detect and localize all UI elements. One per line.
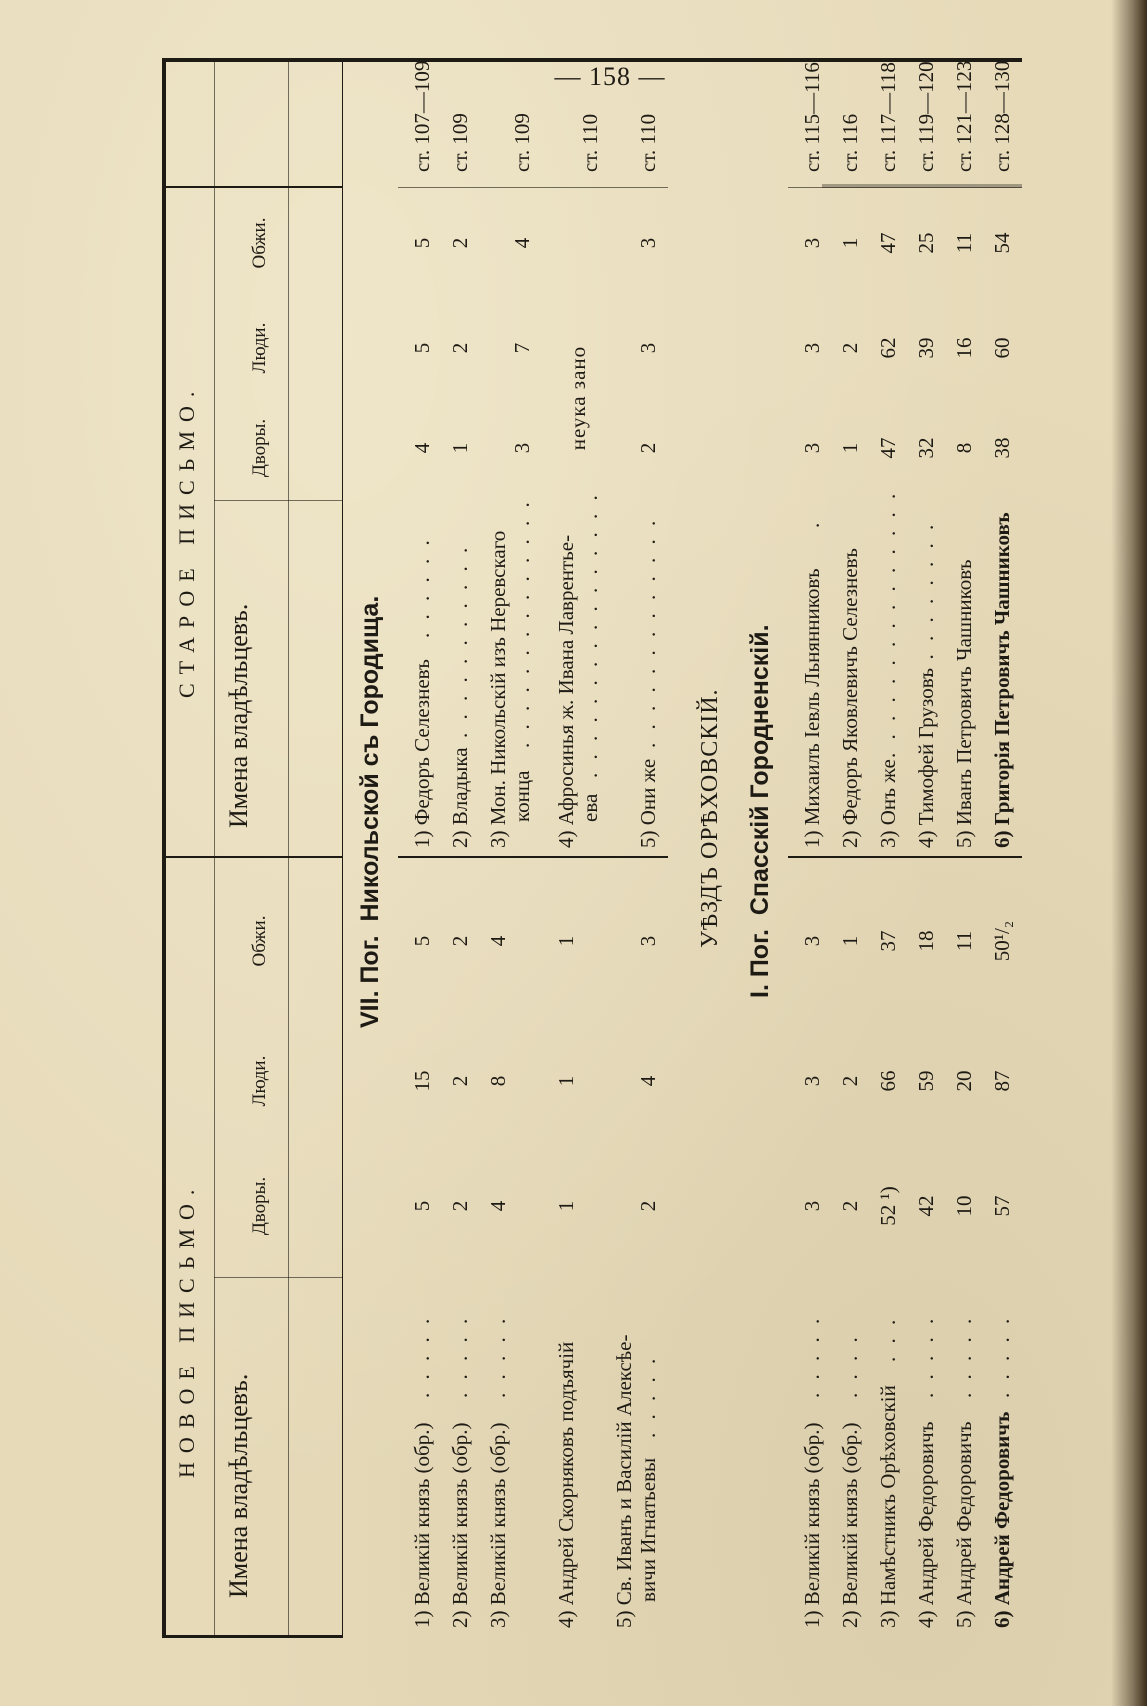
leader-dots: . . . . . . . . . . . . . . . . [578,491,602,778]
ludi-cell: 15 [410,1070,434,1092]
col-obzhi-right: Обжи. [249,217,270,269]
left-owner: 3) Намѣстникъ Орѣховскій [876,1385,900,1628]
right-owner: 3) Онъ же [876,759,900,848]
ludi-cell: 59 [914,1070,938,1092]
right-owner: 3) Мон. Никольскій изъ Неревскаго [486,530,510,848]
col-obzhi-left: Обжи. [249,915,270,967]
ludi-cell: 20 [952,1070,976,1092]
old-writing-header: СТАРОЕ ПИСЬМО. [174,382,199,698]
leader-dots: . . . . . [636,1354,660,1438]
section-name: Никольской съ Городища. [356,595,384,922]
leader-dots: . [800,518,824,528]
right-owner: 5) Они же [636,758,660,848]
ludi-cell: 66 [876,1070,900,1092]
left-owner: 5) Св. Иванъ и Василій Алексѣе- [612,1334,636,1628]
section-title [748,624,773,998]
col-ludi-right: Люди. [249,322,270,374]
dvory-cell: 3 [510,442,534,454]
leader-dots: . . . . . . [410,536,434,638]
obzhi-cell: 50¹/₂ [990,920,1014,962]
leader-dots: . . . . . [410,1314,434,1398]
section1-center-rule [398,856,668,858]
ludi-cell: 2 [838,1075,862,1087]
ref-cell: ст. 110 [578,113,602,172]
ludi-cell: 2 [448,1075,472,1087]
section-roman: VII. Пог. [356,935,384,1028]
table-left-rule [162,1635,342,1638]
section1-ref-rule [398,187,668,188]
obzhi-cell: 47 [876,232,900,254]
section2-center-rule [788,856,1022,858]
obzhi-cell: 25 [914,232,938,254]
left-owner: 1) Великій князь (обр.) [800,1422,824,1628]
rotated-table [162,58,1022,1638]
dvory-cell: 1 [448,442,472,454]
leader-dots: . . . . . [800,1314,824,1398]
ludi-cell: 1 [554,1075,578,1087]
leader-dots: . . . . . . . . . . . . . . . [876,489,900,758]
right-owner: 6) Григорія Петровичъ Чашниковъ [990,512,1014,848]
header-top-rule [214,58,215,1638]
left-owner: 6) Андрей Федоровичъ [990,1411,1014,1628]
ludi-cell: 3 [800,342,824,354]
center-divider [162,856,342,858]
section-title [358,596,383,1028]
owners-left-header: Имена владѣльцевъ. [224,1373,253,1598]
left-owner: 1) Великій князь (обр.) [410,1422,434,1628]
dvory-cell: 42 [914,1195,938,1217]
right-owner: 2) Федоръ Яковлевичъ Селезневъ [838,548,862,848]
obzhi-cell: 4 [486,935,510,947]
ref-cell: ст. 117—118 [876,62,900,172]
left-owner-cont: вичи Игнатьевы [636,1457,660,1602]
ref-cell: ст. 109 [448,113,472,172]
leader-dots: . . . . . [486,1314,510,1398]
col-dvory-right: Дворы. [249,418,270,478]
binding-shadow [1111,0,1147,1706]
leader-dots: . . . . . . . . . . . . . . [510,498,534,748]
dvory-cell: 4 [486,1200,510,1212]
dvory-cell: 4 [410,442,434,454]
left-owner: 3) Великій князь (обр.) [486,1422,510,1628]
obzhi-cell: 11 [952,930,976,952]
ludi-cell: 87 [990,1070,1014,1092]
dvory-cell: 5 [410,1200,434,1212]
col-dvory-left: Дворы. [249,1176,270,1236]
dvory-cell: 52 ¹) [876,1186,900,1226]
obzhi-cell: 2 [448,237,472,249]
ludi-cell: 8 [486,1075,510,1087]
dvory-cell: 2 [636,1200,660,1212]
right-owner: 2) Владыка [448,747,472,848]
section-roman: I. Пог. [746,929,774,998]
dvory-cell: 1 [554,1200,578,1212]
page-number: — 158 — [554,62,666,91]
dvory-cell: 32 [914,437,938,459]
right-owner: 5) Иванъ Петровичъ Чашниковъ [952,559,976,848]
obzhi-cell: 5 [410,935,434,947]
new-writing-header: НОВОЕ ПИСЬМО. [174,1180,199,1478]
ludi-cell: 39 [914,337,938,359]
leader-dots: . . . . [838,1333,862,1398]
ref-cell: ст. 128—130 [990,60,1014,172]
leader-dots: . . . . . . . . . . . . . [636,516,660,748]
obzhi-cell: 5 [410,237,434,249]
left-owner: 2) Великій князь (обр.) [448,1422,472,1628]
owners-right-header: Имена владѣльцевъ. [224,603,253,828]
ludi-cell: 2 [838,342,862,354]
ludi-cell: 62 [876,337,900,359]
dvory-cell: 2 [636,442,660,454]
dvory-cell: 47 [876,437,900,459]
obzhi-cell: 18 [914,930,938,952]
right-owner-cont: ева [578,793,602,822]
leader-dots: . . . [876,1315,900,1362]
header-mid-rule [288,58,289,1638]
ludi-cell: 5 [410,342,434,354]
right-owner-cont: конца [510,770,534,822]
section-name: Спасскій Городненскій. [746,624,774,916]
dvory-cell: 2 [448,1200,472,1212]
ludi-cell: 4 [636,1075,660,1087]
col-ludi-left: Люди. [249,1055,270,1107]
dvory-cell: 3 [800,442,824,454]
obzhi-cell: 11 [952,232,976,254]
obzhi-cell: 1 [838,935,862,947]
leader-dots: . . . . . [914,1314,938,1398]
right-owner: 4) Тимофей Грузовъ [914,668,938,848]
obzhi-cell: 3 [636,935,660,947]
ref-cell: ст. 119—120 [914,61,938,172]
dvory-cell: 38 [990,437,1014,459]
dvory-cell: 2 [838,1200,862,1212]
leader-dots: . . . . . . . . . [914,520,938,678]
ref-cell: ст. 109 [510,113,534,172]
dvory-cell: 10 [952,1195,976,1217]
obzhi-cell: 3 [800,237,824,249]
obzhi-cell: 1 [554,935,578,947]
divider-left-names [214,1277,342,1278]
leader-dots: . . . . . [952,1314,976,1398]
ludi-cell: 3 [636,342,660,354]
ludi-cell: 3 [800,1075,824,1087]
uezd-heading: УѢЗДЪ ОРѢХОВСКІЙ. [697,688,723,948]
obzhi-cell: 54 [990,232,1014,254]
leader-dots: . . . . . [990,1314,1014,1398]
leader-dots: . . . . . [448,1314,472,1398]
obzhi-cell: 1 [838,237,862,249]
dvory-cell: 57 [990,1195,1014,1217]
leader-dots: . . . . . . . . . . . [448,543,472,738]
right-owner: 1) Михаилъ Іевль Льнянниковъ [800,568,824,848]
header-bottom-rule [342,58,343,1638]
divider-right-names [214,500,342,501]
right-owner: 1) Федоръ Селезневъ [410,659,434,848]
ludi-cell: 2 [448,342,472,354]
ref-cell: ст. 116 [838,113,862,172]
obzhi-cell: 3 [800,935,824,947]
ref-cell: ст. 121—123 [952,60,976,172]
obzhi-cell: 4 [510,237,534,249]
dvory-cell: 8 [952,442,976,454]
left-owner: 2) Великій князь (обр.) [838,1422,862,1628]
ref-cell: ст. 115—116 [800,62,824,172]
obzhi-cell: 2 [448,935,472,947]
ludi-cell: 7 [510,342,534,354]
left-owner: 4) Андрей Федоровичъ [914,1421,938,1628]
ludi-cell: 60 [990,337,1014,359]
left-owner: 5) Андрей Федоровичъ [952,1421,976,1628]
obzhi-cell: 3 [636,237,660,249]
right-owner: 4) Афросинья ж. Ивана Лаврентье- [554,534,578,848]
ref-double-rule [822,184,1022,188]
ludi-cell: 16 [952,337,976,359]
dvory-cell: 1 [838,442,862,454]
ref-cell: ст. 110 [636,113,660,172]
obzhi-cell: 37 [876,930,900,952]
ref-cell: ст. 107—109 [410,60,434,172]
dvory-cell: 3 [800,1200,824,1212]
left-owner: 4) Андрей Скорняковъ подъячій [554,1341,578,1628]
not-indicated-cell: неука зано [566,345,590,451]
table-top-rule [162,58,166,1638]
